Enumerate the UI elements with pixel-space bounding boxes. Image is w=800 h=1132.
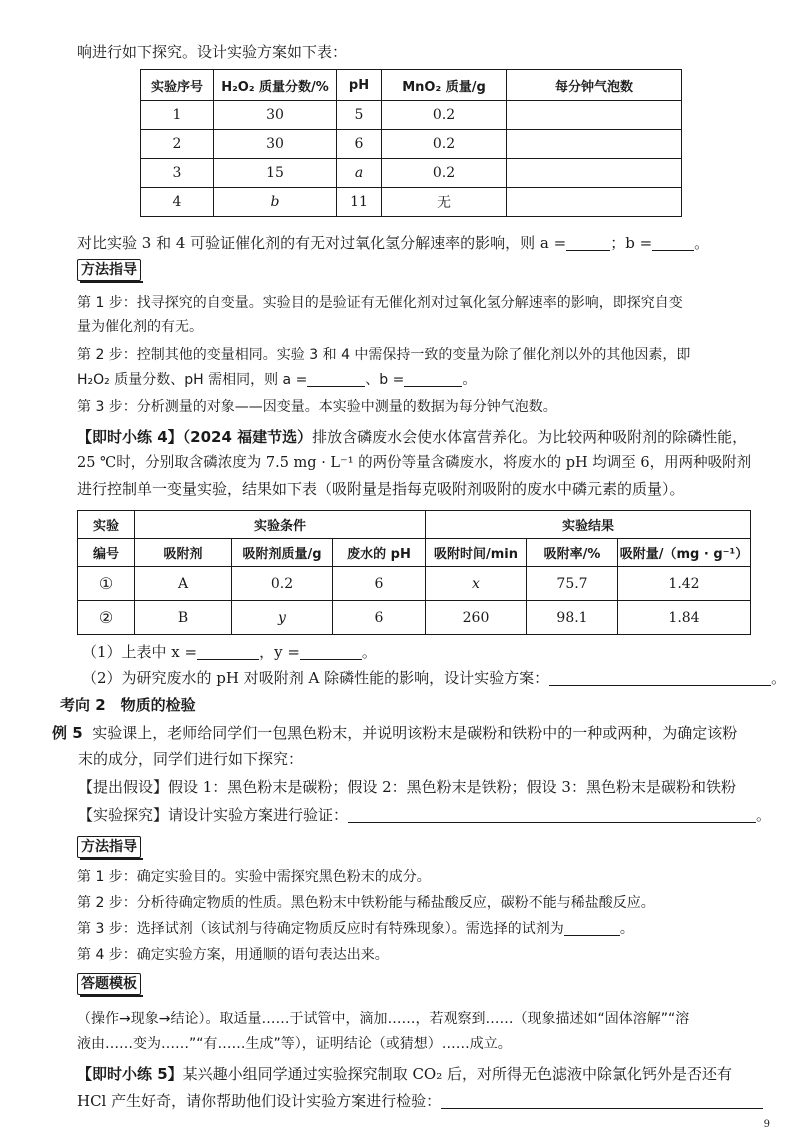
t2-cell: 0.2	[232, 567, 333, 601]
method1-step3: 第 3 步：分析测量的对象——因变量。本实验中测量的数据为每分钟气泡数。	[77, 399, 557, 415]
t2-subheader: 吸附剂质量/g	[232, 539, 333, 567]
t2-cell: 6	[333, 567, 426, 601]
t1-cell: a	[337, 159, 382, 188]
practice4-line3: 进行控制单一变量实验，结果如下表（吸附量是指每克吸附剂吸附的废水中磷元素的质量）。	[77, 480, 685, 498]
t1-cell	[507, 159, 682, 188]
practice5-tag: 【即时小练 5】	[77, 1065, 183, 1083]
question-1	[82, 641, 377, 663]
t1-header: pH	[337, 70, 382, 101]
method2-step3-end: 。	[619, 921, 634, 937]
answer-blank-hcl[interactable]	[441, 1092, 763, 1109]
intro-line: 响进行如下探究。设计实验方案如下表：	[77, 43, 348, 61]
practice4-line1	[77, 426, 747, 448]
t2-header-exp: 实验	[78, 511, 135, 539]
example5-tag: 例 5	[52, 724, 83, 742]
t2-subheader: 吸附时间/min	[426, 539, 527, 567]
t2-header-results: 实验结果	[426, 511, 751, 539]
answer-blank-reagent[interactable]	[564, 919, 620, 936]
question-2-end: 。	[771, 669, 787, 687]
t2-cell: y	[232, 601, 333, 635]
compare-question-text: 对比实验 3 和 4 可验证催化剂的有无对过氧化氢分解速率的影响，则 a =	[77, 234, 567, 252]
practice4-tag: 【即时小练 4】	[77, 428, 183, 446]
answer-template-label: 答题模板	[77, 973, 141, 995]
t1-header: 每分钟气泡数	[507, 70, 682, 101]
t2-header-conditions: 实验条件	[135, 511, 426, 539]
practice4-text: 排放含磷废水会使水体富营养化。为比较两种吸附剂的除磷性能，	[312, 428, 748, 446]
t2-cell: ①	[78, 567, 135, 601]
t1-cell: 6	[337, 130, 382, 159]
method1-step2-text: H₂O₂ 质量分数、pH 需相同，则 a =	[77, 372, 308, 388]
t1-cell: 0.2	[382, 101, 507, 130]
practice5-line2	[77, 1090, 763, 1112]
t1-cell: b	[214, 188, 337, 217]
t1-cell: 0.2	[382, 159, 507, 188]
t2-subheader: 吸附量/（mg · g⁻¹）	[618, 539, 751, 567]
method2-step3	[77, 918, 634, 940]
t1-cell: 30	[214, 130, 337, 159]
method-guide-label: 方法指导	[77, 259, 141, 281]
example5-text: 实验课上，老师给同学们一包黑色粉末，并说明该粉末是碳粉和铁粉中的一种或两种，为确定该粉	[92, 724, 738, 742]
template-line1: （操作→现象→结论）。取适量……于试管中，滴加……，若观察到……（现象描述如“固体溶解”“溶	[77, 1011, 690, 1027]
compare-question	[77, 232, 709, 254]
t1-cell: 3	[141, 159, 214, 188]
t2-cell: A	[135, 567, 232, 601]
t2-header-id: 编号	[78, 539, 135, 567]
t1-cell: 11	[337, 188, 382, 217]
t2-cell: B	[135, 601, 232, 635]
question-1-text: （1）上表中 x =	[82, 643, 198, 661]
t1-cell: 5	[337, 101, 382, 130]
question-2	[82, 667, 786, 689]
example5-hypothesis: 【提出假设】假设 1：黑色粉末是碳粉；假设 2：黑色粉末是铁粉；假设 3：黑色粉末是碳粉和铁粉	[78, 778, 736, 796]
question-1-end: 。	[361, 643, 377, 661]
t2-cell: x	[426, 567, 527, 601]
template-line2: 液由……变为……”“有……生成”等），证明结论（或猜想）……成立。	[77, 1036, 512, 1052]
method1-blank-b[interactable]	[404, 370, 462, 387]
t2-cell: 98.1	[527, 601, 618, 635]
t1-cell: 2	[141, 130, 214, 159]
example5-line2: 末的成分，同学们进行如下探究：	[78, 750, 304, 768]
answer-blank-a[interactable]	[566, 234, 610, 251]
method1-step2-end: 。	[462, 372, 477, 388]
method1-step1-a: 第 1 步：找寻探究的自变量。实验目的是验证有无催化剂对过氧化氢分解速率的影响，即探究自变	[77, 295, 683, 311]
t1-header: MnO₂ 质量/g	[382, 70, 507, 101]
page-number: 9	[763, 1119, 770, 1130]
t1-cell: 30	[214, 101, 337, 130]
t1-cell: 1	[141, 101, 214, 130]
practice5-text: 某兴趣小组同学通过实验探究制取 CO₂ 后，对所得无色滤液中除氯化钙外是否还有	[182, 1065, 732, 1083]
answer-blank-b[interactable]	[652, 234, 694, 251]
t1-cell	[507, 188, 682, 217]
practice5-line1	[77, 1063, 732, 1085]
t2-cell: 6	[333, 601, 426, 635]
method2-step1: 第 1 步：确定实验目的。实验中需探究黑色粉末的成分。	[77, 869, 431, 885]
t1-cell: 无	[382, 188, 507, 217]
method-guide-label-2: 方法指导	[77, 836, 141, 858]
practice5-line2-text: HCl 产生好奇，请你帮助他们设计实验方案进行检验：	[77, 1092, 442, 1110]
practice4-line2: 25 ℃时，分别取含磷浓度为 7.5 mg · L⁻¹ 的两份等量含磷废水，将废水的 pH 均调至 6，用两种吸附剂	[77, 455, 752, 471]
t1-cell: 0.2	[382, 130, 507, 159]
answer-blank-explore[interactable]	[348, 806, 756, 823]
example5-line1	[52, 722, 737, 744]
example5-explore-text: 【实验探究】请设计实验方案进行验证：	[78, 806, 349, 824]
answer-blank-plan[interactable]	[549, 669, 771, 686]
method2-step4: 第 4 步：确定实验方案，用通顺的语句表达出来。	[77, 947, 389, 963]
t2-cell: 75.7	[527, 567, 618, 601]
t2-subheader: 废水的 pH	[333, 539, 426, 567]
practice4-source: （2024 福建节选）	[182, 428, 313, 446]
t2-cell: 1.42	[618, 567, 751, 601]
t2-subheader: 吸附率/%	[527, 539, 618, 567]
section-title: 考向 2 物质的检验	[60, 696, 196, 714]
question-1-mid: ，y =	[259, 643, 300, 661]
method1-step2-b	[77, 369, 476, 391]
method1-step2-a: 第 2 步：控制其他的变量相同。实验 3 和 4 中需保持一致的变量为除了催化剂以外的其他因素，即	[77, 347, 691, 363]
compare-question-mid: ；b =	[610, 234, 653, 252]
answer-blank-x[interactable]	[197, 643, 259, 660]
compare-question-end: 。	[694, 234, 710, 252]
example5-explore	[78, 804, 771, 826]
t1-cell: 4	[141, 188, 214, 217]
method1-blank-a[interactable]	[307, 370, 365, 387]
t2-subheader: 吸附剂	[135, 539, 232, 567]
t2-cell: ②	[78, 601, 135, 635]
method2-step2: 第 2 步：分析待确定物质的性质。黑色粉末中铁粉能与稀盐酸反应，碳粉不能与稀盐酸反应。	[77, 895, 655, 911]
question-2-text: （2）为研究废水的 pH 对吸附剂 A 除磷性能的影响，设计实验方案：	[82, 669, 550, 687]
experiment-table-2	[77, 510, 751, 635]
method1-step2-mid: 、b =	[365, 372, 405, 388]
experiment-table-1	[140, 69, 682, 217]
t2-cell: 260	[426, 601, 527, 635]
method1-step1-b: 量为催化剂的有无。	[77, 319, 203, 335]
t1-cell: 15	[214, 159, 337, 188]
example5-explore-end: 。	[756, 806, 772, 824]
t1-cell	[507, 101, 682, 130]
t1-header: 实验序号	[141, 70, 214, 101]
answer-blank-y[interactable]	[300, 643, 362, 660]
t2-cell: 1.84	[618, 601, 751, 635]
method2-step3-text: 第 3 步：选择试剂（该试剂与待确定物质反应时有特殊现象）。需选择的试剂为	[77, 921, 564, 937]
t1-header: H₂O₂ 质量分数/%	[214, 70, 337, 101]
t1-cell	[507, 130, 682, 159]
